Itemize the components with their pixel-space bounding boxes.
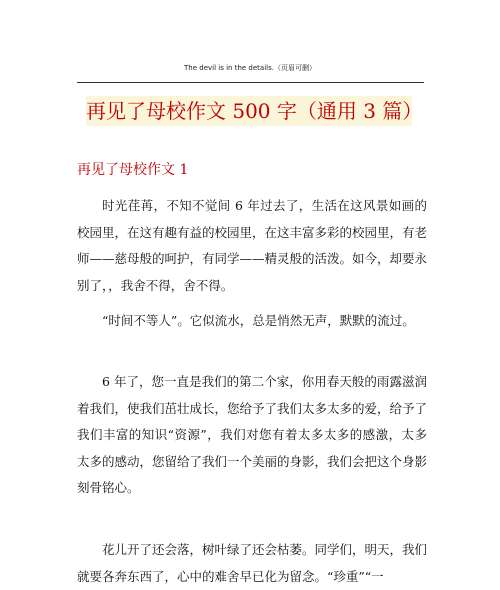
paragraph-4: 花儿开了还会落，树叶绿了还会枯萎。同学们，明天，我们就要各奔东西了，心中的难舍早已化为留念。“珍重”“一 bbox=[77, 542, 428, 584]
section-title: 再见了母校作文 1 bbox=[77, 162, 189, 178]
paragraph-1: 时光荏苒，不知不觉间 6 年过去了，生活在这风景如画的校园里，在这有趣有益的校园里，在这丰富多彩的校园里，有老师——慈母般的呵护，有同学——精灵般的活泼。如今，却要永别了，，我舍不得，舍不得。 bbox=[77, 198, 428, 293]
paragraph-2: “时间不等人”。它似流水，总是悄然无声，默默的流过。 bbox=[102, 313, 415, 328]
header-divider bbox=[77, 82, 424, 83]
page-header-note: The devil is in the details.（页眉可删） bbox=[184, 64, 316, 72]
paragraph-3: 6 年了，您一直是我们的第二个家，你用春天般的雨露滋润着我们，使我们茁壮成长，您给予了我们太多太多的爱，给予了我们丰富的知识“资源”，我们对您有着太多太多的感激，太多太多的感动，您留给了我们一个美丽的身影，我们会把这个身影刻骨铭心。 bbox=[77, 374, 428, 495]
document-title: 再见了母校作文 500 字（通用 3 篇） bbox=[86, 96, 412, 126]
